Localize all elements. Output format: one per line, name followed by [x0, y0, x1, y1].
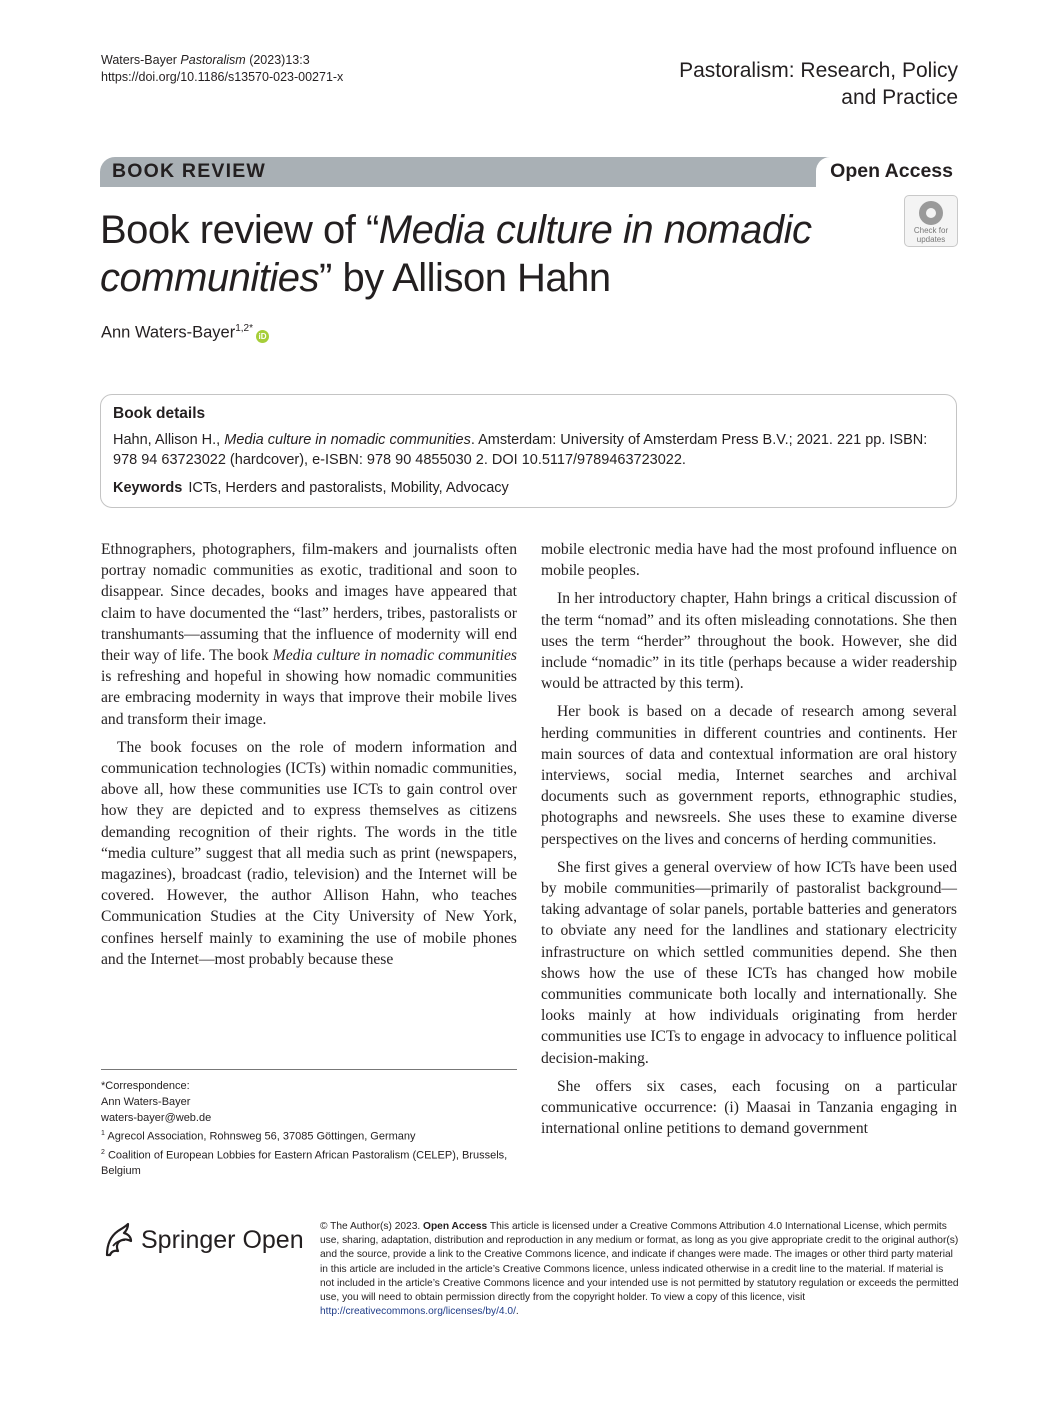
open-access-label: Open Access: [816, 157, 957, 187]
body-paragraph: mobile electronic media have had the most profound influence on mobile peoples.: [541, 541, 957, 580]
license-copyright: © The Author(s) 2023.: [320, 1221, 424, 1232]
body-paragraph: Her book is based on a decade of research among several herding communities in different countries and continents. Her main sources of data and contextual information are oral history interviews, social media, Internet searches and archival documents such as government reports, ethnographic studies, photographs and newsreels. She uses these to examine diverse perspectives on the lives and concerns of herding communities.: [541, 703, 957, 848]
footnote-2-number: 2: [101, 1148, 105, 1156]
book-citation-author: Hahn, Allison H.,: [113, 432, 225, 448]
license-link[interactable]: http://creativecommons.org/licenses/by/4.0/: [320, 1306, 516, 1318]
correspondence-name: Ann Waters-Bayer: [101, 1096, 191, 1108]
journal-name-line1: Pastoralism: Research, Policy: [679, 59, 958, 82]
springer-horse-icon: [101, 1222, 135, 1258]
check-for-updates-button[interactable]: [904, 195, 958, 247]
check-for-updates-icon: [919, 201, 943, 225]
body-paragraph: She offers six cases, each focusing on a particular communicative occurrence: (i) Maasai in Tanzania engaging in international online petitions to demand government: [541, 1077, 957, 1138]
springer-open-text: Springer Open: [141, 1226, 304, 1254]
book-details-heading: Book details: [113, 405, 206, 422]
paragraph-text: Ethnographers, photographers, film-makers and journalists often portray nomadic communities as exotic, traditional and soon to disappear. Since decades, books and images have appeared that claim to have documented the “last” herders, tribes, pastoralists or transhumants—assuming that the influence of modernity will end their way of life. The book: [101, 541, 517, 665]
paragraph-text: is refreshing and hopeful in showing how nomadic communities are embracing modernity in ways that improve their mobile lives and transform their image.: [101, 668, 517, 728]
body-paragraph: She first gives a general overview of how ICTs have been used by mobile communities—primarily of pastoralist background—taking advantage of solar panels, portable batteries and generators to obviate any need for the landlines and stationary electricity infrastructure on which settled communities depend. She then shows how the use of these ICTs has changed how mobile communities communicate both locally and internationally. She looks mainly at how individuals originating from herder communities use ICTs to engage in advocacy to influence political decision-making.: [541, 858, 957, 1067]
citation-journal: Pastoralism: [180, 53, 246, 67]
author-name[interactable]: Ann Waters-Bayer: [101, 323, 236, 342]
correspondence-email[interactable]: waters-bayer@web.de: [101, 1112, 212, 1124]
title-prefix: Book review of “: [100, 208, 379, 252]
book-title-inline: Media culture in nomadic communities: [272, 647, 517, 665]
springer-open-logo: [101, 1222, 304, 1263]
author-line: [101, 318, 269, 344]
book-citation: [113, 430, 948, 470]
book-details-box: [100, 394, 957, 508]
body-paragraph: In her introductory chapter, Hahn brings a critical discussion of the term “nomad” and its often misleading connotations. She then uses the term “herder” throughout the book. However, she did include “nomadic” in its title (perhaps because a wider readership would be attracted by this term).: [541, 590, 957, 693]
license-text: This article is licensed under a Creative Commons Attribution 4.0 International License, which permits use, sharing, adaptation, distribution and reproduction in any medium or format, as long as you give appropriate credit to the original author(s) and the source, provide a link to the Creative Commons licence, and indicate if changes were made. The images or other third party material in this article are included in the article’s Creative Commons licence, unless indicated otherwise in a credit line to the material. If material is not included in the article’s Creative Commons licence and your intended use is not permitted by statutory regulation or exceeds the permitted use, you will need to obtain permission directly from the copyright holder. To view a copy of this licence, visit: [320, 1221, 959, 1304]
book-citation-publisher: . Amsterdam: University of Amsterdam Press B.V.; 2021. 221 pp. ISBN: 978 94 63723022 (hardcover), e-ISBN: 978 90 4855030 2. DOI 10.5117/9789463723022.: [113, 432, 928, 468]
title-suffix: ” by Allison Hahn: [319, 256, 611, 300]
title-book-name: Media culture in nomadic communities: [100, 208, 812, 300]
footnote-2: [101, 1145, 517, 1180]
article-type-banner: [100, 157, 957, 187]
article-type-label: BOOK REVIEW: [112, 160, 267, 182]
footnotes: [101, 1078, 517, 1179]
footnote-1: [101, 1126, 517, 1145]
citation-author: Waters-Bayer: [101, 53, 181, 67]
keywords: [113, 480, 509, 496]
journal-name-line2: and Practice: [841, 86, 958, 109]
book-citation-title: Media culture in nomadic communities: [224, 432, 471, 448]
body-column-right: [541, 539, 957, 1139]
article-title: [100, 206, 890, 302]
footnote-2-text: Coalition of European Lobbies for Eastern African Pastoralism (CELEP), Brussels, Belgium: [101, 1149, 508, 1178]
journal-name: [679, 57, 958, 111]
citation-volume: (2023)13:3: [245, 53, 310, 67]
citation-header: [101, 52, 343, 86]
author-affiliation: 1,2*: [235, 323, 253, 334]
keywords-label: Keywords: [113, 480, 183, 496]
footnote-divider: [101, 1069, 517, 1070]
check-updates-line1: Check for: [913, 226, 949, 235]
license-open-access: Open Access: [423, 1221, 488, 1232]
license-end: .: [515, 1306, 519, 1318]
keywords-list: ICTs, Herders and pastoralists, Mobility, Advocacy: [188, 480, 509, 496]
correspondence-label: *Correspondence:: [101, 1080, 190, 1092]
license-statement: [320, 1220, 960, 1319]
body-paragraph: [101, 539, 517, 730]
body-paragraph: The book focuses on the role of modern information and communication technologies (ICTs) within nomadic communities, above all, how these communities use ICTs to gain control over how they are depicted and to express themselves as citizens demanding recognition of their rights. The words in the title “media culture” suggest that all media such as print (newspapers, magazines), broadcast (radio, television) and the Internet will be covered. However, the author Allison Hahn, who teaches Communication Studies at the City University of New York, confines herself mainly to examining the use of mobile phones and the Internet—most probably because these: [101, 738, 517, 968]
doi-link[interactable]: https://doi.org/10.1186/s13570-023-00271-x: [101, 70, 344, 84]
body-column-left: [101, 539, 517, 970]
check-updates-line2: updates: [916, 235, 946, 244]
footnote-1-text: Agrecol Association, Rohnsweg 56, 37085 Göttingen, Germany: [104, 1130, 416, 1143]
footnote-1-number: 1: [101, 1130, 105, 1137]
orcid-icon[interactable]: iD: [256, 330, 269, 343]
